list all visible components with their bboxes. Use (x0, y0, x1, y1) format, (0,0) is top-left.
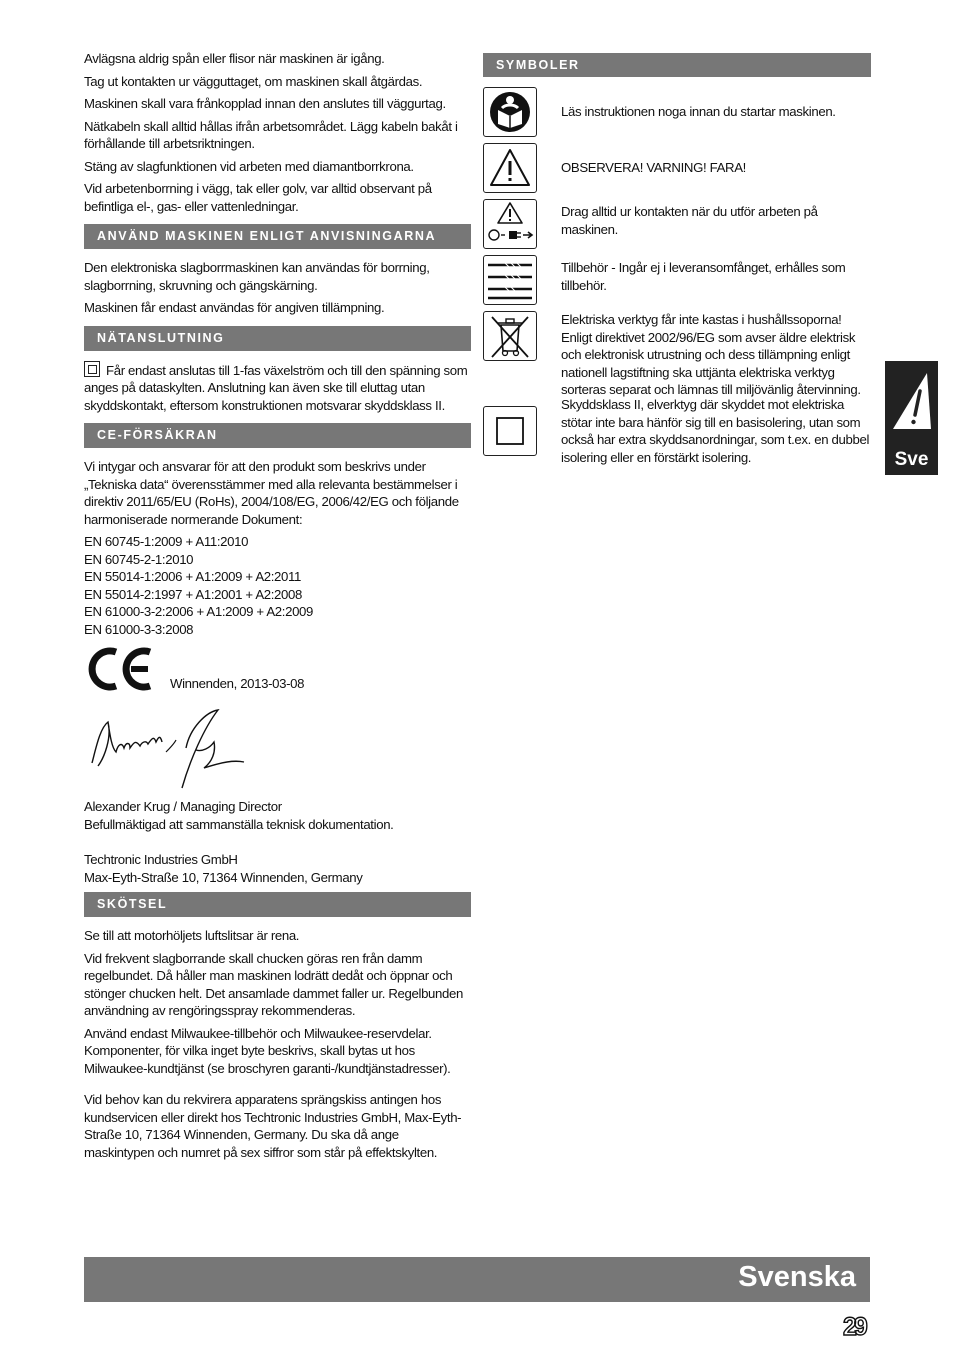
intro-section (84, 50, 471, 215)
symbol-row (483, 255, 871, 311)
right-column (483, 53, 871, 466)
symbol-description: OBSERVERA! VARNING! FARA! (561, 160, 746, 175)
symbol-text (561, 199, 871, 238)
authorized-text: Befullmäktigad att sammanställa teknisk dokumentation. (84, 816, 394, 832)
care-paragraph: Se till att motorhöljets luftslitsar är rena. (84, 928, 300, 943)
symbol-description: Drag alltid ur kontakten när du utför arbeten på maskinen. (561, 204, 818, 237)
weee-bin-icon (483, 311, 537, 361)
mains-paragraph (84, 361, 471, 415)
symbol-text (561, 396, 871, 466)
class-ii-icon (483, 406, 537, 456)
symbol-description: Skyddsklass II, elverktyg där skyddet mot elektriska stötar inte bara hänför sig till en basisolering, utan som också har extra skyddsanordningar, som t.ex. en dubbel isolering eller en förstärkt isolering. (561, 397, 870, 465)
page-number: 29 (843, 1313, 865, 1341)
ce-paragraph: Vi intygar och ansvarar för att den produkt som beskrivs under „Tekniska data“ överensstämmer med alla relevanta bestämmelser i direktiv 2011/65/EU (RoHs), 2004/108/EG, 2006/42/EG och följande harmoniserade normerande Dokument: (84, 459, 459, 527)
intro-paragraph: Vid arbetenborrning i vägg, tak eller golv, var alltid observant på befintliga el-, gas- eller vattenledningar. (84, 181, 432, 214)
footer-language-bar (84, 1257, 870, 1302)
standards-list (84, 533, 471, 638)
symbol-text (561, 255, 871, 294)
care-paragraph: Vid behov kan du rekvirera apparatens sprängskiss antingen hos kundservicen eller direkt hos Techtronic Industries GmbH, Max-Eyth-Straße 10, 71364 Winnenden, Germany. Du ska då ange maskintypen och numret på sex siffror som står på effektskylten. (84, 1092, 462, 1160)
place-date: Winnenden, 2013-03-08 (170, 676, 305, 691)
symbol-text (561, 143, 871, 177)
ce-mark-row (84, 646, 471, 704)
company-address: Max-Eyth-Straße 10, 71364 Winnenden, Germany (84, 869, 363, 885)
section-heading-mains: NÄTANSLUTNING (84, 326, 471, 351)
symbol-row (483, 143, 871, 199)
intro-paragraph: Stäng av slagfunktionen vid arbeten med diamantborrkrona. (84, 158, 414, 174)
side-tab-label: Sve (894, 449, 929, 470)
symbol-description: Tillbehör - Ingår ej i leveransomfånget, erhålles som tillbehör. (561, 260, 846, 293)
ce-mark-icon (88, 646, 154, 692)
intro-paragraph: Tag ut kontakten ur vägguttaget, om maskinen skall åtgärdas. (84, 73, 423, 89)
intro-paragraph: Nätkabeln skall alltid hållas ifrån arbetsområdet. Lägg kabeln bakåt i förhållande till arbetsriktningen. (84, 118, 458, 151)
mains-text: Får endast anslutas till 1-fas växelström och till den spänning som anges på dataskylten. Anslutning kan även ske till eluttag utan skyddskontakt, eftersom konstruktionen motsvarar skyddsklass II. (84, 362, 468, 413)
signature-icon (86, 708, 256, 798)
standard-item: EN 55014-2:1997 + A1:2001 + A2:2008 (84, 586, 302, 602)
accessories-icon (483, 255, 537, 305)
care-paragraph: Använd endast Milwaukee-tillbehör och Milwaukee-reservdelar. Komponenter, för vilka inget byte beskrivs, skall bytas ut hos Milwaukee-kundtjänst (se broschyren garanti-/kundtjänstadresser). (84, 1025, 451, 1076)
company-name: Techtronic Industries GmbH (84, 852, 238, 867)
section-heading-use: ANVÄND MASKINEN ENLIGT ANVISNINGARNA (84, 224, 471, 249)
standard-item: EN 61000-3-2:2006 + A1:2009 + A2:2009 (84, 604, 314, 619)
left-column (84, 50, 471, 1166)
language-side-tab (885, 361, 938, 475)
warning-icon (483, 143, 537, 193)
warning-triangle-icon (891, 369, 933, 431)
standard-item: EN 61000-3-3:2008 (84, 621, 194, 637)
intro-paragraph: Avlägsna aldrig spån eller flisor när maskinen är igång. (84, 51, 385, 66)
symbol-row (483, 199, 871, 255)
section-heading-ce: CE-FÖRSÄKRAN (84, 423, 471, 448)
symbol-description: Elektriska verktyg får inte kastas i hushållssoporna! Enligt direktivet 2002/96/EG som avser äldre elektrisk och elektronisk utrustning och dess tillämpning enligt nationell lagstiftning ska uttjänta elektriska verktyg sorteras separat och lämnas till miljövänlig återvinning. (561, 312, 861, 397)
care-paragraph: Vid frekvent slagborrande skall chucken göras ren från damm regelbundet. Då håller man maskinen lodrätt dedåt och öppnar och stönger chucken helt. Det ansamlade dammet faller ur. Regelbunden användning av rengöringsspray rekommenderas. (84, 950, 463, 1018)
signer-name: Alexander Krug / Managing Director (84, 799, 282, 814)
class-ii-inline-icon (84, 361, 100, 377)
footer-language: Svenska (738, 1261, 856, 1293)
use-paragraph: Maskinen får endast användas för angiven tillämpning. (84, 300, 385, 315)
symbol-text (561, 311, 871, 399)
symbol-row (483, 311, 871, 406)
signature (86, 708, 471, 798)
read-manual-icon (483, 87, 537, 137)
symbol-description: Läs instruktionen noga innan du startar maskinen. (561, 104, 836, 119)
standard-item: EN 55014-1:2006 + A1:2009 + A2:2011 (84, 569, 302, 584)
standard-item: EN 60745-2-1:2010 (84, 551, 194, 567)
use-paragraph: Den elektroniska slagborrmaskinen kan användas för borrning, slagborrning, skruvning och gängskärning. (84, 260, 430, 293)
symbol-text (561, 87, 871, 121)
symbol-row (483, 87, 871, 143)
symbol-row (483, 397, 871, 466)
section-heading-symbols: SYMBOLER (483, 53, 871, 77)
section-heading-care: SKÖTSEL (84, 892, 471, 917)
standard-item: EN 60745-1:2009 + A11:2010 (84, 534, 249, 549)
intro-paragraph: Maskinen skall vara frånkopplad innan den anslutes till väggurtag. (84, 96, 446, 111)
unplug-warning-icon (483, 199, 537, 249)
